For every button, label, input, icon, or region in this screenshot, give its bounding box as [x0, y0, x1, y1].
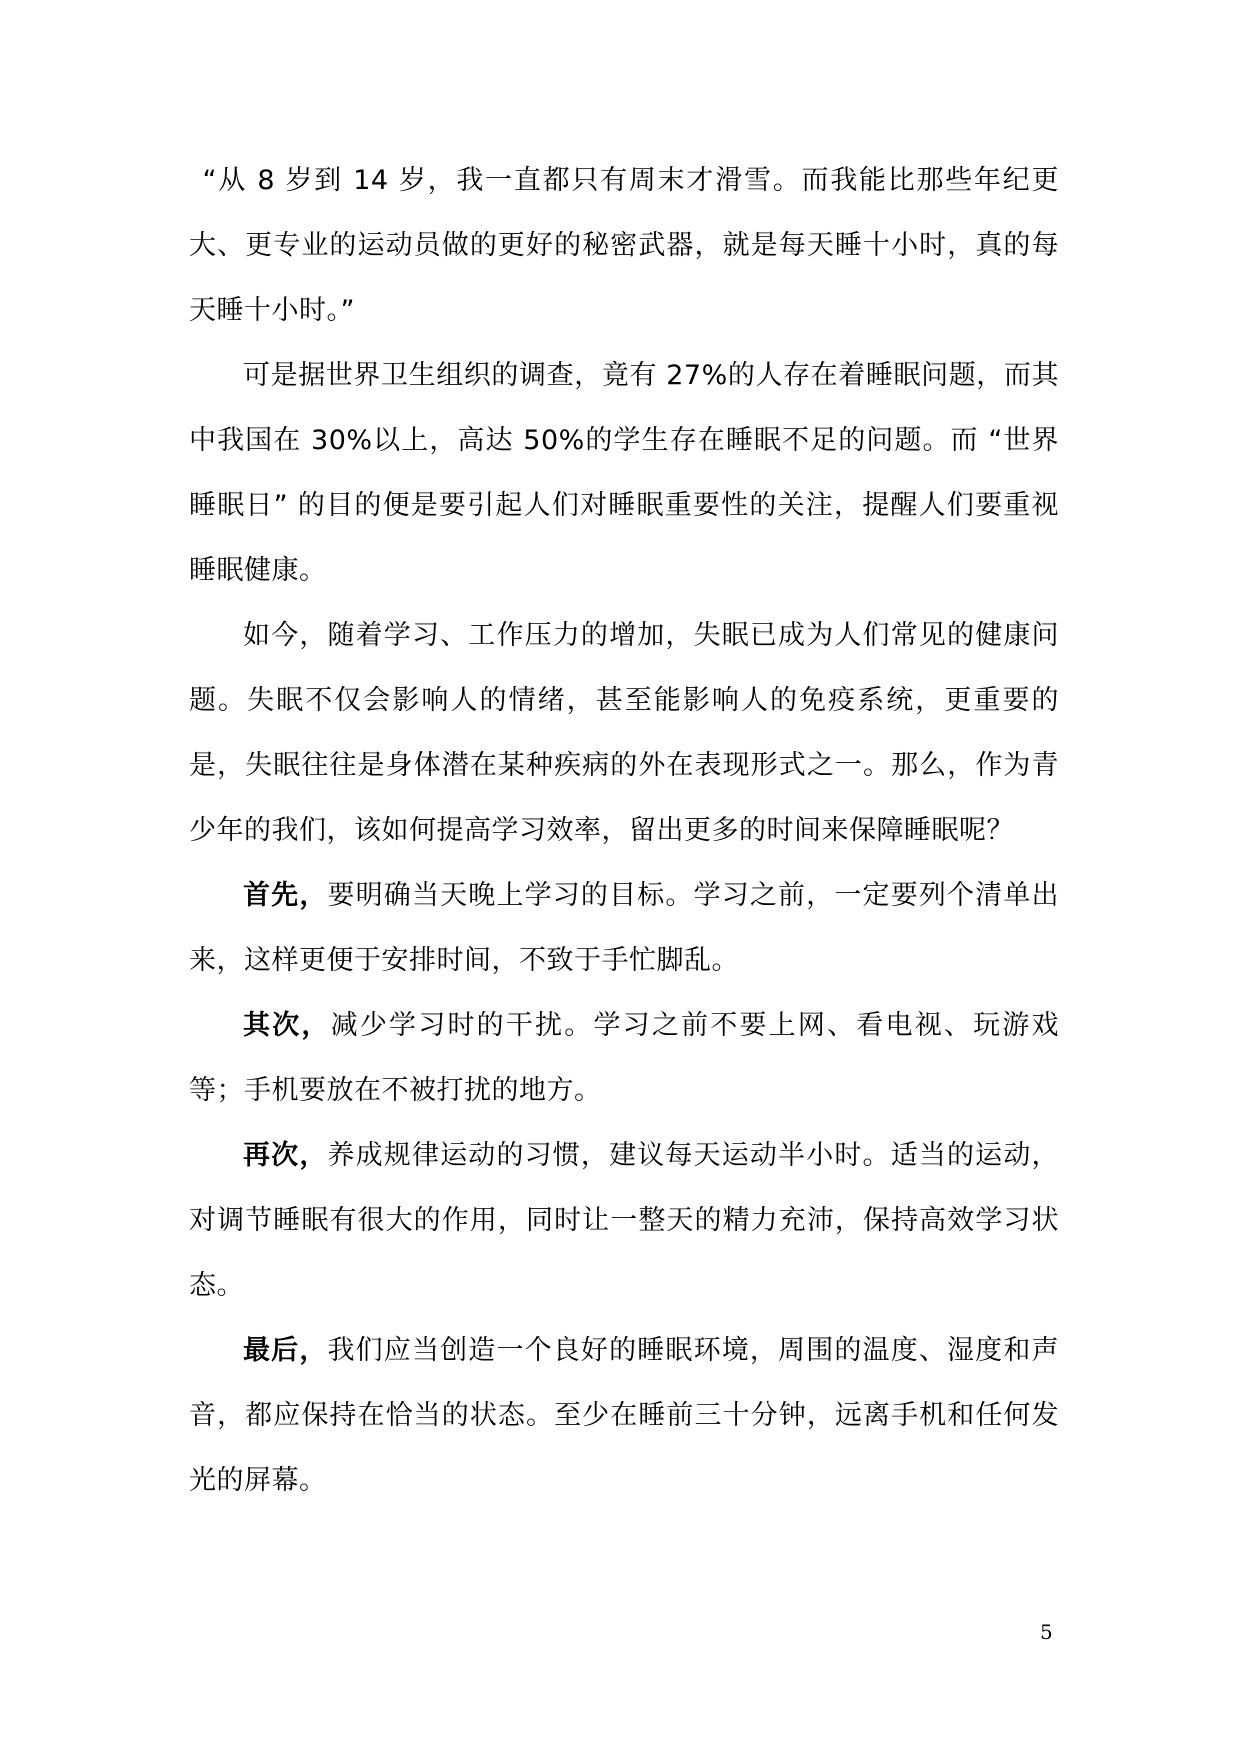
- paragraph-quote: [189, 148, 1059, 343]
- page-number: 5: [1040, 1620, 1053, 1644]
- paragraph-last: [189, 1318, 1059, 1513]
- paragraph-text: 减少学习时的干扰。学习之前不要上网、看电视、玩游戏等；手机要放在不被打扰的地方。: [189, 1010, 1060, 1106]
- paragraph-text: 可是据世界卫生组织的调查，竟有 27%的人存在着睡眠问题，而其中我国在 30%以上，高达 50%的学生存在睡眠不足的问题。而 “世界睡眠日” 的目的便是要引起人们对睡眠重要性的关注，提醒人们要重视睡眠健康。: [189, 360, 1059, 586]
- paragraph-lead: 首先，: [243, 880, 328, 911]
- paragraph-text: 养成规律运动的习惯，建议每天运动半小时。适当的运动，对调节睡眠有很大的作用，同时让一整天的精力充沛，保持高效学习状态。: [189, 1140, 1060, 1301]
- paragraph-text: 如今，随着学习、工作压力的增加，失眠已成为人们常见的健康问题。失眠不仅会影响人的情绪，甚至能影响人的免疫系统，更重要的是，失眠往往是身体潜在某种疾病的外在表现形式之一。那么，作为青少年的我们，该如何提高学习效率，留出更多的时间来保障睡眠呢？: [189, 620, 1059, 846]
- body-text: [189, 148, 1059, 1513]
- paragraph-first: [189, 863, 1059, 993]
- paragraph-lead: 其次，: [243, 1010, 331, 1041]
- paragraph-who-survey: [189, 343, 1059, 603]
- paragraph-text: “从 8 岁到 14 岁，我一直都只有周末才滑雪。而我能比那些年纪更大、更专业的运动员做的更好的秘密武器，就是每天睡十小时，真的每天睡十小时。”: [189, 165, 1059, 326]
- paragraph-insomnia: [189, 603, 1059, 863]
- paragraph-lead: 再次，: [243, 1140, 328, 1171]
- paragraph-lead: 最后，: [243, 1335, 328, 1366]
- paragraph-third: [189, 1123, 1059, 1318]
- paragraph-text: 我们应当创造一个良好的睡眠环境，周围的温度、湿度和声音，都应保持在恰当的状态。至少在睡前三十分钟，远离手机和任何发光的屏幕。: [189, 1335, 1060, 1496]
- paragraph-text: 要明确当天晚上学习的目标。学习之前，一定要列个清单出来，这样更便于安排时间，不致于手忙脚乱。: [189, 880, 1060, 976]
- paragraph-second: [189, 993, 1059, 1123]
